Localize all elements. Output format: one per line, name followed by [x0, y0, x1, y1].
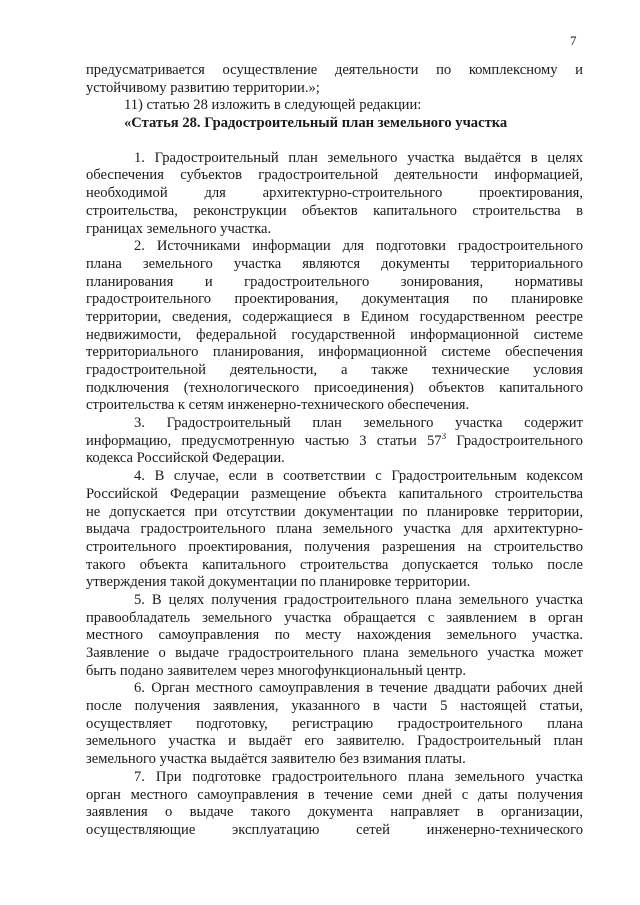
text-line	[86, 627, 583, 645]
text-line	[86, 433, 583, 451]
text-line-content: выдача градостроительного плана земельного участка для архитектурно-	[86, 521, 583, 538]
text-line	[86, 592, 583, 610]
text-line	[86, 397, 583, 415]
text-line-content: планирования и градостроительного зонирования, нормативы	[86, 273, 583, 290]
text-line	[86, 804, 583, 822]
text-line-content: предусматривается осуществление деятельности по комплексному и	[86, 62, 583, 78]
text-line	[86, 716, 583, 734]
text-line	[86, 733, 583, 751]
text-line	[86, 150, 583, 168]
text-line	[86, 362, 583, 380]
text-line-content: необходимой для архитектурно-строительного проектирования,	[86, 185, 583, 202]
text-line-content: территории, сведения, содержащиеся в Едином государственном реестре	[86, 308, 583, 325]
text-line	[86, 680, 583, 698]
text-line	[86, 344, 583, 362]
text-line	[86, 256, 583, 274]
text-line	[86, 167, 583, 185]
text-line	[86, 610, 583, 628]
text-line	[86, 539, 583, 557]
text-line-content: территориального планирования, информационной системе обеспечения	[86, 344, 583, 361]
text-line-content: кодекса Российской Федерации.	[86, 450, 285, 467]
text-line-content: не допускается при отсутствии документации по планировке территории,	[86, 503, 583, 520]
text-line-content: земельного участка выдаётся заявителю без взимания платы.	[86, 751, 466, 768]
text-line-content: границах земельного участка.	[86, 220, 272, 237]
text-line-content: правообладатель земельного участка обращается с заявлением в орган	[86, 609, 583, 626]
text-line	[86, 521, 583, 539]
text-line	[86, 185, 583, 203]
text-line-content: 5. В целях получения градостроительного плана земельного участка	[134, 591, 583, 608]
text-line	[86, 504, 583, 522]
text-line	[86, 203, 583, 221]
text-line	[86, 769, 583, 787]
text-line	[86, 415, 583, 433]
text-line	[86, 574, 583, 592]
text-line-content: «Статья 28. Градостроительный план земельного участка	[124, 115, 508, 132]
text-line	[86, 309, 583, 327]
text-line-content: Заявление о выдаче градостроительного плана земельного участка может	[86, 645, 583, 661]
text-line-content: после получения заявления, указанного в части 5 настоящей статьи,	[86, 698, 583, 715]
text-line-content: осуществляющие эксплуатацию сетей инженерно-технического	[86, 821, 583, 838]
text-line-content: 6. Орган местного самоуправления в течение двадцати рабочих дней	[134, 680, 583, 697]
text-line	[86, 450, 583, 468]
text-line-continuation: Градостроительного	[446, 432, 583, 449]
text-line	[86, 468, 583, 486]
superscript: 3	[441, 432, 447, 441]
text-line-content: строительства, реконструкции объектов капитального строительства в	[86, 202, 583, 219]
text-line-content: утверждения такой документации по планировке территории.	[86, 574, 471, 591]
text-line	[86, 97, 583, 115]
text-line	[86, 486, 583, 504]
text-line-content: 1. Градостроительный план земельного участка выдаётся в целях	[134, 149, 583, 166]
text-line-content: орган местного самоуправления в течение семи дней с даты получения	[86, 786, 583, 803]
text-line	[86, 557, 583, 575]
text-line-content: градостроительного проектирования, документация по планировке	[86, 291, 583, 308]
text-line	[86, 822, 583, 840]
text-line-content: такого объекта капитального строительства допускается только после	[86, 556, 583, 573]
text-line	[86, 238, 583, 256]
text-line-content: строительства к сетям инженерно-технического обеспечения.	[86, 397, 470, 414]
text-line-content: 11) статью 28 изложить в следующей редакции:	[124, 97, 422, 114]
text-line-content: обеспечения субъектов градостроительной деятельности информацией,	[86, 167, 583, 184]
text-line	[86, 380, 583, 398]
document-body	[86, 62, 583, 840]
text-line-content: информацию, предусмотренную частью 3 статьи 57	[86, 432, 442, 449]
text-line-content: 3. Градостроительный план земельного участка содержит	[134, 415, 583, 432]
text-line-content: плана земельного участка являются документы территориального	[86, 255, 583, 272]
text-line-content: недвижимости, федеральной государственной информационной системе	[86, 326, 583, 343]
text-line-content: 2. Источниками информации для подготовки градостроительного	[134, 238, 583, 255]
text-line	[86, 274, 583, 292]
text-line	[86, 80, 583, 98]
text-line-content: градостроительной деятельности, а также технические условия	[86, 362, 583, 378]
text-line-content: 7. При подготовке градостроительного плана земельного участка	[134, 768, 583, 785]
text-line-content: осуществляет подготовку, регистрацию градостроительного плана	[86, 715, 583, 732]
text-line-content: быть подано заявителем через многофункциональный центр.	[86, 662, 467, 679]
text-line	[86, 291, 583, 309]
article-title	[86, 115, 583, 133]
text-line-content: земельного участка и выдаёт его заявителю. Градостроительный план	[86, 733, 583, 750]
paragraph-gap	[86, 133, 583, 150]
text-line-content: местного самоуправления по месту нахождения земельного участка.	[86, 627, 583, 644]
text-line	[86, 751, 583, 769]
text-line-content: строительного проектирования, получения разрешения на строительство	[86, 538, 583, 555]
text-line	[86, 221, 583, 239]
text-line	[86, 327, 583, 345]
text-line	[86, 645, 583, 663]
text-line	[86, 62, 583, 80]
text-line-content: 4. В случае, если в соответствии с Градостроительным кодексом	[134, 468, 583, 485]
text-line-content: подключения (технологического присоединения) объектов капитального	[86, 379, 583, 396]
text-line-content: устойчивому развитию территории.»;	[86, 79, 320, 96]
text-line	[86, 663, 583, 681]
page-number: 7	[570, 33, 577, 48]
text-line-content: заявления о выдаче такого документа направляет в организации,	[86, 804, 583, 821]
text-line	[86, 787, 583, 805]
text-line	[86, 698, 583, 716]
text-line-content: Российской Федерации размещение объекта капитального строительства	[86, 485, 583, 502]
